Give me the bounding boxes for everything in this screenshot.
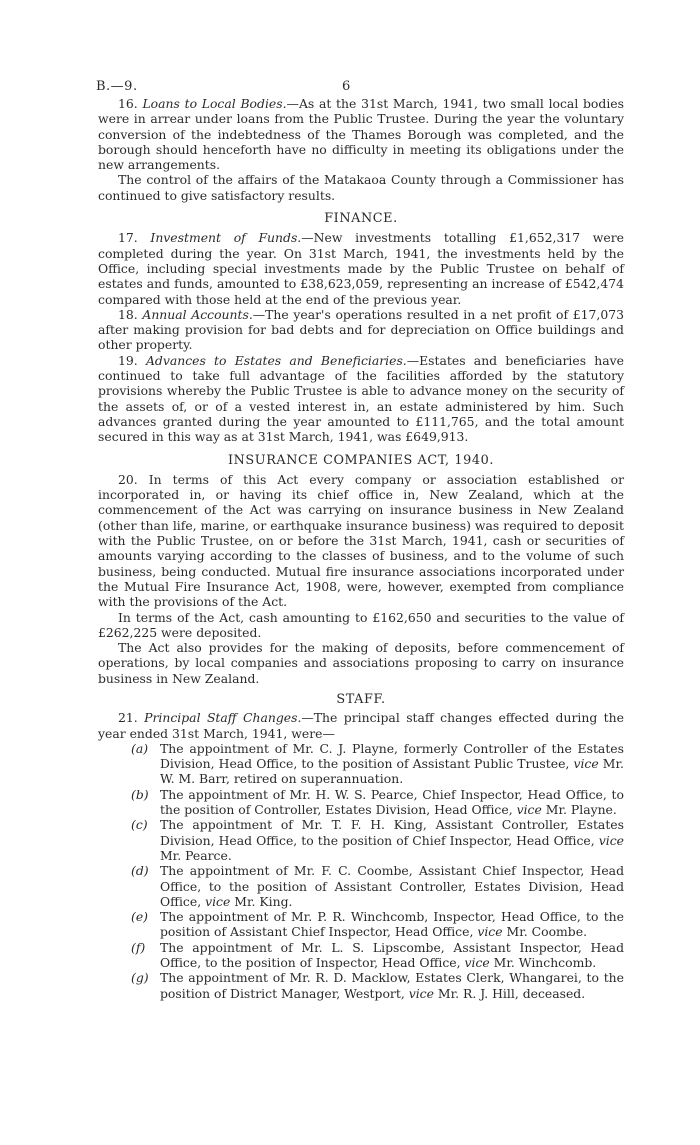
section-16: 16. Loans to Local Bodies.—As at the 31st March, 1941, two small local bodies were in arrear under loans from the Public Trustee. During the year the voluntary conversion of the indebtedness of the Thames Borough was completed, and the borough should henceforth have no difficulty in meeting its obligations under the new arrangements.: [98, 96, 624, 173]
list-item: (e) The appointment of Mr. P. R. Winchcomb, Inspector, Head Office, to the position of Assistant Chief Inspector, Head Office, vice Mr. Coombe.: [131, 909, 624, 940]
section-16-title: Loans to Local Bodies.: [142, 96, 287, 111]
list-item: (b) The appointment of Mr. H. W. S. Pearce, Chief Inspector, Head Office, to the position of Controller, Estates Division, Head Office, vice Mr. Playne.: [131, 786, 624, 818]
list-item: (g) The appointment of Mr. R. D. Macklow, Estates Clerk, Whangarei, to the position of District Manager, Westport, vice Mr. R. J. Hill, deceased.: [131, 970, 624, 1001]
list-marker: (a): [131, 740, 149, 756]
list-marker: (f): [131, 939, 146, 955]
list-item: (f) The appointment of Mr. L. S. Lipscombe, Assistant Inspector, Head Office, to the position of Inspector, Head Office, vice Mr. Winchcomb.: [131, 939, 624, 971]
list-marker: (g): [131, 970, 149, 986]
report-code: B.—9.: [96, 79, 138, 94]
section-19: 19. Advances to Estates and Beneficiaries.—Estates and beneficiaries have continued to take full advantage of the facilities afforded by the statutory provisions whereby the Public Trustee is able to advance money on the security of the assets of, or of a vested interest in, an estate administered by him. Such advances granted during the year amounted to £111,765, and the total amount secured in this way as at 31st March, 1941, was £649,913.: [98, 352, 624, 445]
list-item: (d) The appointment of Mr. F. C. Coombe, Assistant Chief Inspector, Head Office, to the position of Assistant Controller, Estates Division, Head Office, vice Mr. King.: [131, 863, 624, 909]
section-20-para3: The Act also provides for the making of deposits, before commencement of operations, by local companies and associations proposing to carry on insurance business in New Zealand.: [98, 640, 624, 686]
page-number: 6: [342, 79, 351, 94]
section-18: 18. Annual Accounts.—The year's operations resulted in a net profit of £17,073 after making provision for bad debts and for depreciation on Office buildings and other property.: [98, 306, 624, 353]
section-18-title: Annual Accounts.: [142, 306, 253, 322]
list-marker: (e): [131, 909, 149, 925]
section-16-para2: The control of the affairs of the Matakaoa County through a Commissioner has continued to give satisfactory results.: [98, 172, 624, 203]
staff-changes-list: [98, 741, 624, 1001]
heading-staff: STAFF.: [336, 691, 386, 707]
list-item: (a) The appointment of Mr. C. J. Playne, formerly Controller of the Estates Division, Head Office, to the position of Assistant Public Trustee, vice Mr. W. M. Barr, retired on superannuation.: [131, 740, 624, 787]
list-item: (c) The appointment of Mr. T. F. H. King, Assistant Controller, Estates Division, Head Office, to the position of Chief Inspector, Head Office, vice Mr. Pearce.: [131, 817, 624, 863]
list-marker: (c): [131, 817, 148, 833]
document-body: [98, 96, 624, 1001]
section-20: 20. In terms of this Act every company or association established or incorporated in, or having its chief office in, New Zealand, which at the commencement of the Act was carrying on insurance business in New Zealand (other than life, marine, or earthquake insurance business) was required to deposit with the Public Trustee, on or before the 31st March, 1941, cash or securities of amounts varying according to the classes of business, and to the volume of such business, being conducted. Mutual fire insurance associations incorporated under the Mutual Fire Insurance Act, 1908, were, however, exempted from compliance with the provisions of the Act.: [98, 471, 624, 610]
heading-finance: FINANCE.: [324, 211, 398, 227]
list-marker: (b): [131, 786, 149, 802]
section-19-title: Advances to Estates and Beneficiaries.: [145, 352, 407, 368]
section-17-title: Investment of Funds.: [150, 230, 302, 246]
list-marker: (d): [131, 863, 149, 879]
section-17: 17. Investment of Funds.—New investments totalling £1,652,317 were completed during the year. On 31st March, 1941, the investments held by the Office, including special investments made by the Public Trustee on behalf of estates and funds, amounted to £38,623,059, representing an increase of £542,474 compared with those held at the end of the previous year.: [98, 230, 624, 307]
section-21-title: Principal Staff Changes.: [144, 710, 302, 726]
section-21: 21. Principal Staff Changes.—The principal staff changes effected during the year ended 31st March, 1941, were—: [98, 710, 624, 741]
heading-insurance: INSURANCE COMPANIES ACT, 1940.: [227, 452, 495, 468]
section-20-para2: In terms of the Act, cash amounting to £162,650 and securities to the value of £262,225 were deposited.: [98, 609, 624, 640]
